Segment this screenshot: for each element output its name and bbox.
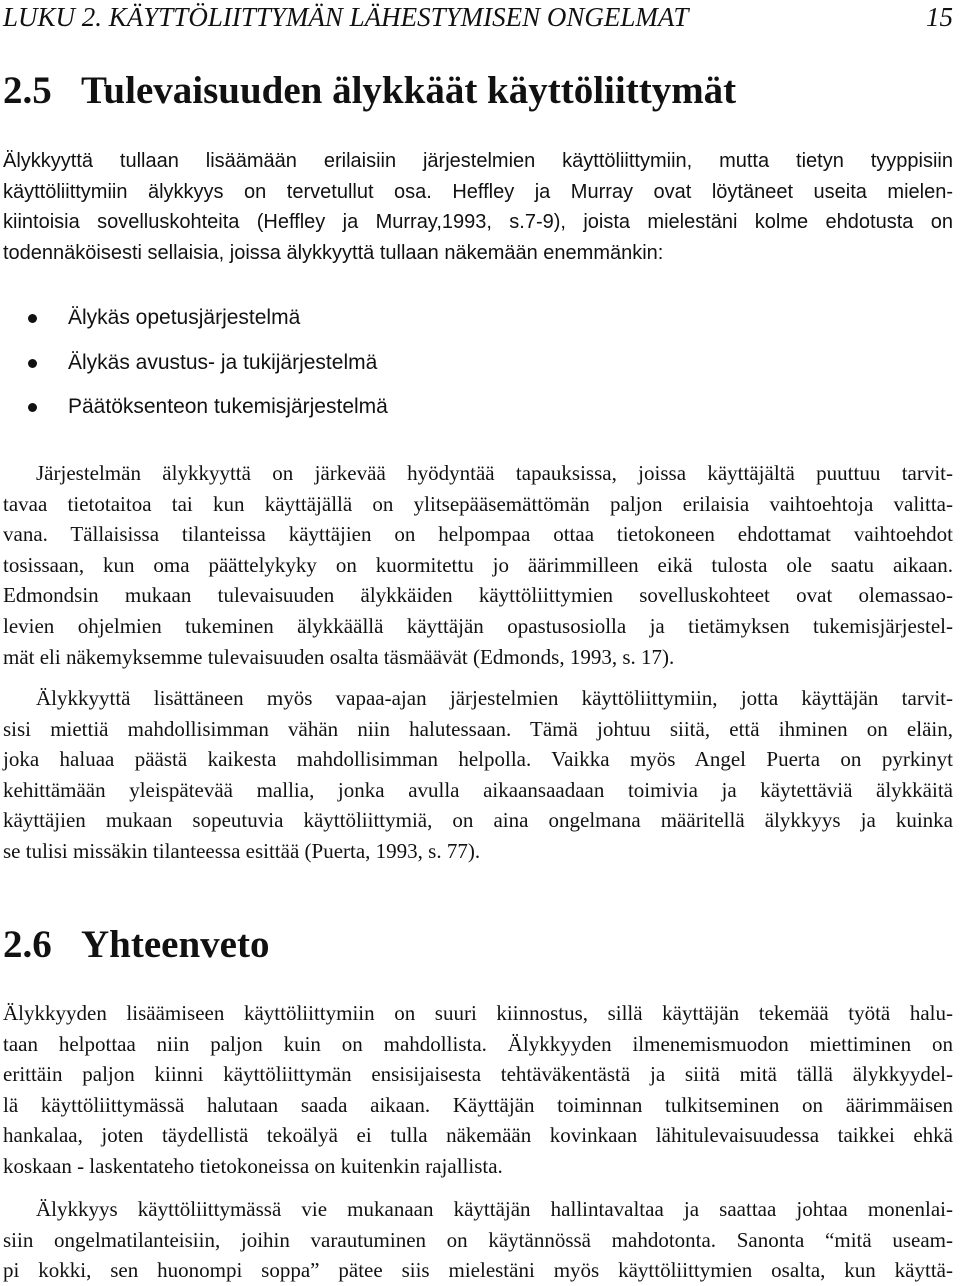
text-line: käyttäjien mukaan sopeutuvia käyttöliittymiä, on aina ongelmana määritellä älykkyys ja kuinka — [3, 808, 953, 833]
paragraph-2 — [3, 458, 953, 672]
list-item — [28, 351, 377, 375]
text-line: Älykkyyttä tullaan lisäämään erilaisiin järjestelmien käyttöliittymiin, mutta tietyn tyyppisiin — [3, 150, 953, 172]
text-line: koskaan - laskentateho tietokoneissa on kuitenkin rajallista. — [3, 1153, 503, 1178]
paragraph-3 — [3, 683, 953, 867]
running-header — [3, 2, 953, 33]
section-number: 2.5 — [3, 69, 52, 112]
list-item-text: Päätöksenteon tukemisjärjestelmä — [68, 395, 388, 418]
text-line: pi kokki, sen huonompi soppa” pätee siis mielestäni myös käyttöliittymien osalta, kun käyttä- — [3, 1258, 953, 1283]
text-line: kiintoisia sovelluskohteita (Heffley ja Murray,1993, s.7-9), joista mielestäni kolme ehdotusta on — [3, 211, 953, 234]
intro-paragraph — [3, 146, 953, 268]
chapter-title: LUKU 2. KÄYTTÖLIITTYMÄN LÄHESTYMISEN ONGELMAT — [3, 2, 689, 32]
section-title: Yhteenveto — [81, 923, 270, 966]
text-line: käyttöliittymiin älykkyys on tervetullut osa. Heffley ja Murray ovat löytäneet useita mielen- — [3, 180, 953, 203]
list-item-text: Älykäs avustus- ja tukijärjestelmä — [68, 351, 378, 374]
section-title: Tulevaisuuden älykkäät käyttöliittymät — [81, 69, 737, 112]
text-line: se tulisi missäkin tilanteessa esittää (Puerta, 1993, s. 77). — [3, 838, 481, 863]
text-line: taan helpottaa niin paljon kuin on mahdollista. Älykkyyden ilmenemismuodon miettiminen on — [3, 1031, 953, 1056]
text-line: Älykkyyden lisäämiseen käyttöliittymiin on suuri kiinnostus, sillä käyttäjän tekemää työtä halu- — [3, 1001, 953, 1025]
text-line: hankalaa, joten täydellistä tekoälyä ei tulla näkemään kovinkaan lähitulevaisuudessa taikkei ehkä — [3, 1123, 953, 1148]
text-line: tavaa tietotaitoa tai kun käyttäjällä on ylitsepääsemättömän paljon erilaisia vaihtoehtoja valitta- — [3, 491, 953, 516]
page-number: 15 — [926, 2, 953, 32]
summary-paragraph-2 — [3, 1194, 953, 1286]
text-line: sisi miettiä mahdollisimman vähän niin halutessaan. Tämä johtuu siitä, että ihminen on eläin, — [3, 716, 953, 741]
text-line: levien ohjelmien tukeminen älykkäällä käyttäjän opastusosiolla ja tietämyksen tukemisjärjestel- — [3, 613, 953, 638]
text-line: Älykkyyttä lisättäneen myös vapaa-ajan järjestelmien käyttöliittymiin, jotta käyttäjän tarvit- — [36, 686, 953, 710]
section-number: 2.6 — [3, 923, 52, 966]
text-line: Edmondsin mukaan tulevaisuuden älykkäiden käyttöliittymien sovelluskohteet ovat olemassao- — [3, 583, 953, 608]
text-line: lä käyttöliittymässä halutaan saada aikaan. Käyttäjän toiminnan tulkitseminen on äärimmäisen — [3, 1092, 953, 1117]
bullet-icon — [28, 359, 37, 368]
text-line: Älykkyys käyttöliittymässä vie mukanaan käyttäjän hallintavaltaa ja saattaa johtaa monenlai- — [36, 1197, 953, 1221]
text-line: Järjestelmän älykkyyttä on järkevää hyödyntää tapauksissa, joissa käyttäjältä puuttuu tarvit- — [36, 461, 953, 485]
list-item — [28, 395, 388, 419]
text-line: kehittämään yleispätevää mallia, jonka avulla aikaansaadaan toimivia ja käytettäviä älykkäitä — [3, 777, 953, 802]
text-line: joka haluaa päästä kaikesta mahdollisimman helpolla. Vaikka myös Angel Puerta on pyrkinyt — [3, 747, 953, 772]
text-line: vana. Tällaisissa tilanteissa käyttäjien on helpompaa ottaa tietokoneen ehdottamat vaihtoehdot — [3, 522, 953, 547]
bullet-icon — [28, 314, 37, 323]
text-line: siin ongelmatilanteisiin, joihin varautuminen on käytännössä mahdotonta. Sanonta “mitä useam- — [3, 1227, 953, 1252]
text-line: tosissaan, kun oma päättelykyky on kuormitettu jo äärimmilleen eikä tulosta ole saatu aikaan. — [3, 552, 953, 577]
summary-paragraph-1 — [3, 998, 953, 1182]
section-heading-2-6 — [3, 922, 269, 967]
list-item — [28, 306, 300, 330]
text-line: todennäköisesti sellaisia, joissa älykkyyttä tullaan näkemään enemmänkin: — [3, 241, 664, 264]
text-line: mät eli näkemyksemme tulevaisuuden osalta täsmäävät (Edmonds, 1993, s. 17). — [3, 644, 675, 669]
bullet-icon — [28, 403, 37, 412]
text-line: erittäin paljon kiinni käyttöliittymän ensisijaisesta tehtäväkentästä ja siitä mitä tällä älykkyydel- — [3, 1062, 953, 1087]
section-heading-2-5 — [3, 68, 736, 113]
list-item-text: Älykäs opetusjärjestelmä — [68, 306, 301, 329]
